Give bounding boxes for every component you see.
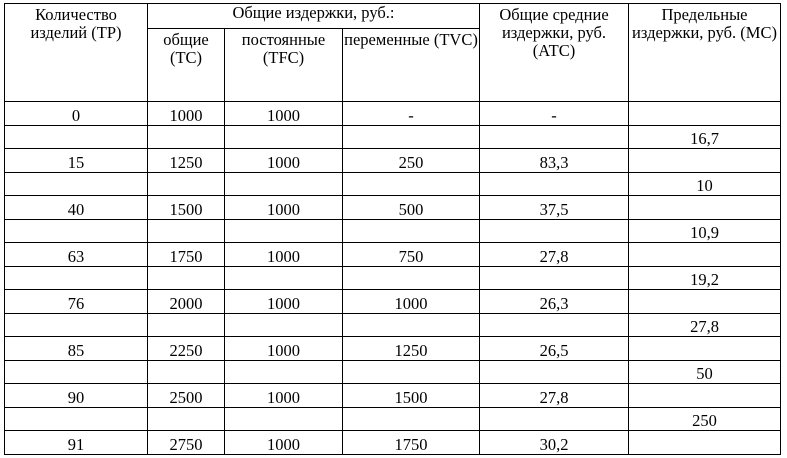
cell-atc [480, 172, 629, 196]
table-row [5, 384, 781, 408]
cell-mc: 16,7 [629, 125, 781, 149]
cell-atc [480, 125, 629, 149]
table-row [5, 125, 781, 149]
cell-tc: 1750 [148, 243, 225, 267]
cell-mc: 10,9 [629, 219, 781, 243]
table-row [5, 313, 781, 337]
cell-tp: 40 [5, 196, 148, 220]
table-row [5, 407, 781, 431]
cell-mc: 27,8 [629, 313, 781, 337]
table-row [5, 196, 781, 220]
cell-tfc: 1000 [225, 337, 343, 361]
cell-mc: 19,2 [629, 266, 781, 290]
cell-tfc: 1000 [225, 290, 343, 314]
cell-atc: 37,5 [480, 196, 629, 220]
table-row [5, 243, 781, 267]
cell-tc: 1000 [148, 102, 225, 126]
cell-tp [5, 407, 148, 431]
cell-tvc: 1000 [343, 290, 480, 314]
cell-tc [148, 172, 225, 196]
header-quantity: Количество изделий (ТР) [5, 4, 148, 102]
cell-tfc [225, 219, 343, 243]
cell-tc [148, 125, 225, 149]
cell-tfc [225, 360, 343, 384]
header-total-costs-group: Общие издержки, руб.: [148, 4, 480, 29]
cell-tp: 76 [5, 290, 148, 314]
header-total-cost: общие (ТС) [148, 29, 225, 102]
table-row [5, 102, 781, 126]
table-row [5, 266, 781, 290]
cell-tvc [343, 125, 480, 149]
cell-atc [480, 360, 629, 384]
cell-mc [629, 196, 781, 220]
cell-tc: 1250 [148, 149, 225, 173]
cell-atc [480, 313, 629, 337]
cell-tvc: - [343, 102, 480, 126]
cell-tp: 15 [5, 149, 148, 173]
cell-tfc: 1000 [225, 196, 343, 220]
cell-tvc: 500 [343, 196, 480, 220]
cell-mc [629, 384, 781, 408]
cell-tc [148, 219, 225, 243]
cell-tp [5, 125, 148, 149]
cell-atc: 26,5 [480, 337, 629, 361]
cell-mc [629, 431, 781, 455]
cell-tp: 91 [5, 431, 148, 455]
cell-mc: 250 [629, 407, 781, 431]
cell-tp [5, 266, 148, 290]
cell-tfc: 1000 [225, 384, 343, 408]
cell-atc [480, 219, 629, 243]
cell-tfc: 1000 [225, 149, 343, 173]
cell-tfc: 1000 [225, 102, 343, 126]
cell-mc [629, 243, 781, 267]
cell-atc [480, 407, 629, 431]
cell-tp [5, 219, 148, 243]
cell-tc: 1500 [148, 196, 225, 220]
cell-tp: 90 [5, 384, 148, 408]
cell-tp: 63 [5, 243, 148, 267]
cell-tfc [225, 172, 343, 196]
cell-atc: 26,3 [480, 290, 629, 314]
cell-tfc [225, 125, 343, 149]
cell-tp: 85 [5, 337, 148, 361]
table-row [5, 172, 781, 196]
cell-atc: 27,8 [480, 243, 629, 267]
cell-tc: 2500 [148, 384, 225, 408]
cell-tc [148, 266, 225, 290]
cell-mc [629, 290, 781, 314]
cell-tfc [225, 266, 343, 290]
cell-mc [629, 149, 781, 173]
cell-tfc [225, 313, 343, 337]
table-row [5, 290, 781, 314]
cell-mc: 50 [629, 360, 781, 384]
cell-tvc: 750 [343, 243, 480, 267]
cell-atc: 83,3 [480, 149, 629, 173]
cell-tvc [343, 360, 480, 384]
cell-atc [480, 266, 629, 290]
cell-tc [148, 360, 225, 384]
cell-tvc [343, 219, 480, 243]
cell-tc: 2250 [148, 337, 225, 361]
cell-tvc [343, 172, 480, 196]
cell-tc [148, 313, 225, 337]
header-average-total-cost: Общие средние издержки, руб. (АТС) [480, 4, 629, 102]
table-row [5, 360, 781, 384]
table-row [5, 337, 781, 361]
cell-tp: 0 [5, 102, 148, 126]
cell-tp [5, 313, 148, 337]
table-row [5, 149, 781, 173]
cell-tp [5, 172, 148, 196]
header-variable-cost: переменные (TVC) [343, 29, 480, 102]
cell-tvc: 250 [343, 149, 480, 173]
table-row [5, 431, 781, 455]
cost-table [4, 3, 781, 455]
cell-tc: 2750 [148, 431, 225, 455]
cell-tc: 2000 [148, 290, 225, 314]
table-row [5, 219, 781, 243]
cost-table-container [4, 3, 781, 455]
cell-tfc: 1000 [225, 243, 343, 267]
cell-tvc [343, 313, 480, 337]
cell-atc: 30,2 [480, 431, 629, 455]
cell-tfc: 1000 [225, 431, 343, 455]
cell-atc: 27,8 [480, 384, 629, 408]
cell-tvc [343, 407, 480, 431]
cell-mc: 10 [629, 172, 781, 196]
cell-mc [629, 337, 781, 361]
cell-tfc [225, 407, 343, 431]
cell-tvc: 1500 [343, 384, 480, 408]
header-marginal-cost: Предельные издержки, руб. (МС) [629, 4, 781, 102]
header-fixed-cost: постоянные (TFC) [225, 29, 343, 102]
cell-tp [5, 360, 148, 384]
cell-tc [148, 407, 225, 431]
cell-mc [629, 102, 781, 126]
cell-tvc [343, 266, 480, 290]
cell-tvc: 1250 [343, 337, 480, 361]
cell-tvc: 1750 [343, 431, 480, 455]
cell-atc: - [480, 102, 629, 126]
